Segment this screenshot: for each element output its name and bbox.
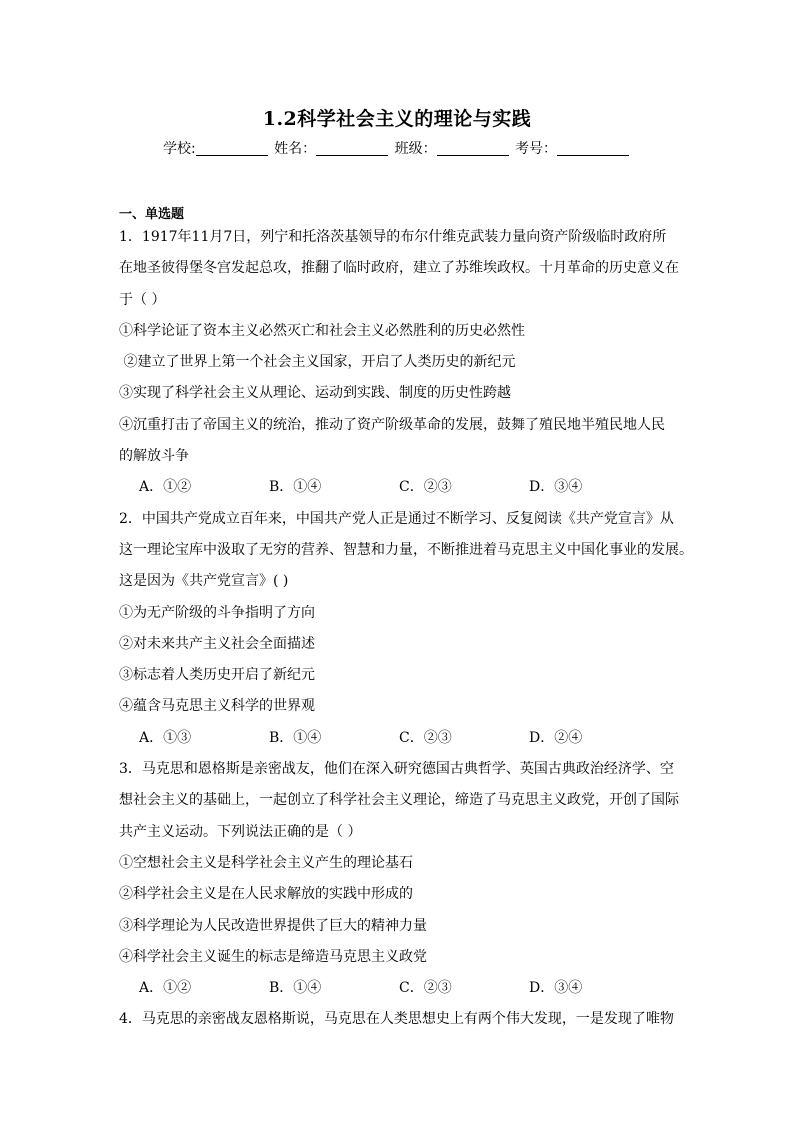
q1-option-c[interactable]: C．②③ [399, 479, 452, 496]
student-info-line [0, 138, 794, 158]
q3-line: 3．马克思和恩格斯是亲密战友，他们在深入研究德国古典哲学、英国古典政治经济学、空 [119, 761, 674, 778]
q3-option-b[interactable]: B．①④ [269, 980, 322, 997]
q1-options [119, 472, 679, 503]
q1-line: 于（ ） [119, 291, 166, 308]
q2-statement: ③标志着人类历史开启了新纪元 [119, 667, 315, 684]
q1-line: 在地圣彼得堡冬宫发起总攻，推翻了临时政府，建立了苏维埃政权。十月革命的历史意义在 [119, 260, 679, 277]
school-blank[interactable] [196, 141, 268, 156]
q1-option-a[interactable]: A．①② [139, 479, 192, 496]
class-blank[interactable] [437, 141, 509, 156]
q3-statement: ③科学理论为人民改造世界提供了巨大的精神力量 [119, 917, 427, 934]
q2-option-b[interactable]: B．①④ [269, 729, 322, 746]
section-heading: 一、单选题 [119, 207, 185, 222]
q2-line: 2．中国共产党成立百年来，中国共产党人正是通过不断学习、反复阅读《共产党宣言》从 [119, 510, 674, 527]
q3-statement: ④科学社会主义诞生的标志是缔造马克思主义政党 [119, 948, 427, 965]
q3-line: 共产主义运动。下列说法正确的是（ ） [119, 823, 362, 840]
q1-statement: ①科学论证了资本主义必然灭亡和社会主义必然胜利的历史必然性 [119, 322, 525, 339]
q1-statement: 的解放斗争 [119, 448, 189, 465]
page-title: 1.2科学社会主义的理论与实践 [262, 108, 532, 130]
class-label: 班级： [394, 141, 437, 157]
questions-body [119, 222, 693, 1036]
q1-statement: ②建立了世界上第一个社会主义国家，开启了人类历史的新纪元 [119, 354, 516, 371]
q3-option-a[interactable]: A．①② [139, 980, 192, 997]
q3-statement: ①空想社会主义是科学社会主义产生的理论基石 [119, 854, 413, 871]
q2-line: 这是因为《共产党宣言》( ) [119, 573, 289, 590]
q2-statement: ②对未来共产主义社会全面描述 [119, 635, 315, 652]
q1-option-b[interactable]: B．①④ [269, 479, 322, 496]
name-label: 姓名： [274, 141, 317, 157]
q2-statement: ④蕴含马克思主义科学的世界观 [119, 698, 315, 715]
q1-line: 1．1917年11月7日，列宁和托洛茨基领导的布尔什维克武装力量向资产阶级临时政府所 [119, 229, 667, 245]
exam-no-label: 考号： [515, 141, 558, 157]
exam-no-blank[interactable] [557, 141, 629, 156]
q3-line: 想社会主义的基础上，一起创立了科学社会主义理论，缔造了马克思主义政党，开创了国际 [119, 792, 679, 809]
q2-option-c[interactable]: C．②③ [399, 729, 452, 746]
q2-options [119, 723, 679, 754]
q2-statement: ①为无产阶级的斗争指明了方向 [119, 604, 315, 621]
q2-line: 这一理论宝库中汲取了无穷的营养、智慧和力量，不断推进着马克思主义中国化事业的发展。 [119, 541, 693, 558]
q3-statement: ②科学社会主义是在人民求解放的实践中形成的 [119, 886, 413, 903]
q3-option-d[interactable]: D．③④ [529, 980, 583, 997]
q2-option-d[interactable]: D．②④ [529, 729, 583, 746]
q4-line: 4．马克思的亲密战友恩格斯说，马克思在人类思想史上有两个伟大发现，一是发现了唯物 [119, 1011, 674, 1028]
name-blank[interactable] [316, 141, 388, 156]
q3-options [119, 973, 679, 1004]
school-label: 学校: [162, 141, 196, 157]
q3-option-c[interactable]: C．②③ [399, 980, 452, 997]
q1-statement: ④沉重打击了帝国主义的统治，推动了资产阶级革命的发展，鼓舞了殖民地半殖民地人民 [119, 416, 665, 433]
q1-statement: ③实现了科学社会主义从理论、运动到实践、制度的历史性跨越 [119, 385, 511, 402]
q1-option-d[interactable]: D．③④ [529, 479, 583, 496]
q2-option-a[interactable]: A．①③ [139, 729, 192, 746]
